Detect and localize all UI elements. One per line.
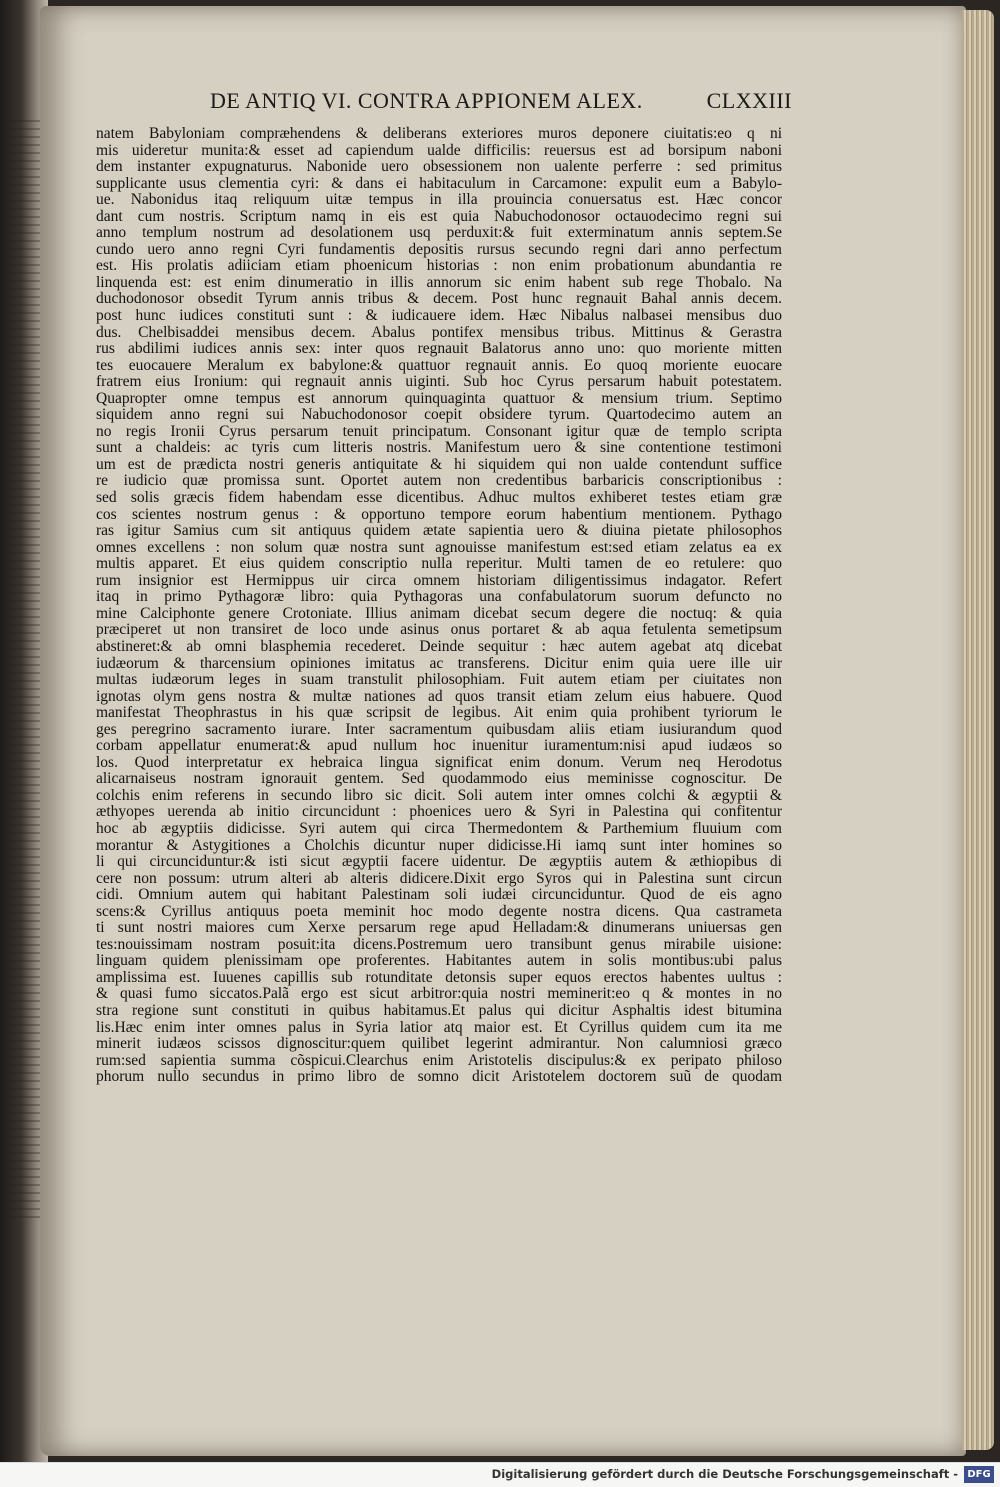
text-line: ӕthyopes uerenda ab initio circuncidunt : phoenices uero & Syri in Palestina qui confitentur: [96, 804, 782, 821]
text-line: natem Babyloniam comprӕhendens & deliberans exteriores muros deponere ciuitatis:eo q ni: [96, 126, 782, 142]
text-line: hoc ab ӕgyptiis didicisse. Syri autem qui circa Thermedontem & Parthemium fluuium com: [96, 820, 782, 837]
text-line: rus abdilimi iudices annis sex: inter quos regnauit Balatorus anno uno: quo moriente mitten: [96, 341, 782, 358]
dfg-logo: DFG: [964, 1466, 994, 1483]
text-line: supplicante usus clementia cyri: & dans ei habitaculum in Carcamone: expulit eum a Babylo-: [96, 175, 782, 192]
text-line: corbam appellatur enumerat:& apud nullum hoc inuenitur iuramentum:nisi apud iudӕos so: [96, 738, 782, 755]
text-line: ti sunt nostri maiores cum Xerxe persarum rege apud Helladam:& dinumerans uniuersas gen: [96, 920, 782, 937]
text-line: mis uideretur munita:& esset ad capiendum ualde difficilis: reuersus est ad borsipum naboni: [96, 142, 782, 159]
text-line: linguam quidem plenissimam ope proferentes. Habitantes autem in solis montibus:ubi palus: [96, 953, 782, 970]
text-line: itaq in primo Pythagorӕ libro: quia Pythagoras una confabulatorum suorum defuncto no: [96, 589, 782, 606]
text-line: cidi. Omnium autem qui habitant Palestinam soli iudӕi circunciduntur. Quod de eis agno: [96, 887, 782, 904]
text-line: mine Calciphonte genere Crotoniate. Illius animam dicebat secum degere die noctuq: & quia: [96, 605, 782, 622]
text-line: dem instanter expugnaturus. Nabonide uero obsessionem non ualente perferre : sed primitus: [96, 159, 782, 176]
text-line: morantur & Astygitiones a Cholchis dicuntur nuper didicisse.Hi iamq sunt inter homines so: [96, 837, 782, 854]
text-line: dant cum nostris. Scriptum namq in eis est quia Nabuchodonosor octauodecimo regni sui: [96, 208, 782, 225]
running-head-title: DE ANTIQ VI. CONTRA APPIONEM ALEX.: [210, 88, 643, 113]
body-text: [96, 126, 782, 1246]
text-line: li qui circunciduntur:& isti sicut ӕgyptii facere uidentur. De ӕgyptiis autem & ӕthiopibus di: [96, 854, 782, 871]
text-line: abstineret:& ab omni blasphemia recederet. Deinde sequitur : hӕc autem agebat atq dicebat: [96, 638, 782, 655]
text-line: manifestat Theophrastus in his quӕ scripsit de legibus. Ait enim quia prohibent tyriorum le: [96, 705, 782, 722]
text-line: Quapropter omne tempus est annorum quinquaginta quattuor & mensium trium. Septimo: [96, 390, 782, 407]
text-line: ras igitur Samius cum sit antiquus quidem ӕtate sapientia uero & diuina pietate philosophos: [96, 523, 782, 540]
text-line: post hunc iudices constituti sunt : & iudicauere idem. Hӕc Nibalus nalbasei mensibus duo: [96, 308, 782, 325]
text-line: duchodonosor obsedit Tyrum annis tribus & decem. Post hunc regnauit Bahal annis decem.: [96, 291, 782, 308]
text-line: omnes excellens : non solum quӕ nostra sunt agnouisse manifestum est:sed etiam zelatus ea ex: [96, 539, 782, 556]
text-line: minerit iudӕos scissos dignoscitur:quem quilibet legerint admirantur. Non calumniosi grӕco: [96, 1036, 782, 1053]
text-line: re iudicio quӕ promissa sunt. Oportet autem non credentibus barbaricis conscriptionibus :: [96, 473, 782, 490]
text-line: sed solis grӕcis fidem habendam esse dicentibus. Adhuc multos exhiberet testes etiam grӕ: [96, 490, 782, 507]
page-fore-edge: [962, 10, 994, 1450]
funding-credit: Digitalisierung gefördert durch die Deutsche Forschungsgemeinschaft -: [491, 1467, 958, 1481]
text-line: scens:& Cyrillus antiquus poeta meminit hoc modo degente nostra dicens. Qua castrameta: [96, 903, 782, 920]
facing-page-text-bleed: [4, 120, 44, 1220]
text-line: & quasi fumo siccatos.Palã ergo est sicut arbitror:quia nostri meminerit:eo q & montes in no: [96, 986, 782, 1003]
text-line: fratrem eius Ironium: qui regnauit annis uiginti. Sub hoc Cyrus persarum habuit potestatem.: [96, 374, 782, 391]
text-line: multis apparet. Et eius quidem conscriptio nulla reperitur. Multi tamen de eo retulere: quo: [96, 556, 782, 573]
text-line: iudӕorum & tharcensium opiniones imitatus ac transferens. Dicitur enim quia uere ille uir: [96, 655, 782, 672]
text-line: dus. Chelbisaddei mensibus decem. Abalus pontifex mensibus tribus. Mittinus & Gerastra: [96, 324, 782, 341]
text-line: um est de prӕdicta nostri generis antiquitate & hi siquidem qui non ualde contendunt suffice: [96, 456, 782, 473]
text-line: siquidem anno regni sui Nabuchodonosor coepit obsidere tyrum. Quartodecimo autem an: [96, 407, 782, 424]
text-line: cundo uero anno regni Cyri fundamentis depositis rursus secundo regni dari anno perfectum: [96, 241, 782, 258]
digitization-footer: [0, 1462, 1000, 1487]
folio-number: CLXXIII: [706, 88, 792, 113]
text-line: anno templum nostrum ad desolationem usq perduxit:& fuit exterminatum annis septem.Se: [96, 225, 782, 242]
text-line: cere non possum: utrum alteri ab alteris didicere.Dixit ergo Syros qui in Palestina sunt circun: [96, 870, 782, 887]
text-line: lis.Hӕc enim inter omnes palus in Syria latior atq maior est. Et Cyrillus quidem cum ita me: [96, 1019, 782, 1036]
text-line: tes:nouissimam nostram posuit:ita dicens.Postremum uero transibunt genus mirabile uisione:: [96, 936, 782, 953]
text-line: rum insignior est Hermippus uir circa omnem historiam diligentissimus indagator. Refert: [96, 572, 782, 589]
text-line: tes euocauere Meralum ex babylone:& quattuor regnauit annis. Eo quoq moriente euocare: [96, 357, 782, 374]
text-line: amplissima est. Iuuenes capillis sub rotunditate detonsis super equos erectos habentes uultus :: [96, 969, 782, 986]
text-line: ue. Nabonidus itaq reliquum uitӕ tempus in illa prouincia conuersatus est. Hӕc concor: [96, 192, 782, 209]
text-line: rum:sed sapientia summa cõspicui.Clearchus enim Aristotelis discipulus:& ex peripato philoso: [96, 1052, 782, 1069]
text-line: ignotas olym gens nostra & multӕ nationes ad quos transit etiam zelum eius habuere. Quod: [96, 688, 782, 705]
text-line: alicarnaiseus nostram ignorauit gentem. Sed quodammodo eius meminisse cognoscitur. De: [96, 771, 782, 788]
text-line: linquenda est: est enim dinumeratio in illis annorum sic enim habent sub rege Thobalo. Na: [96, 274, 782, 291]
text-line: colchis enim referens in secundo libro sic dicit. Soli autem inter omnes colchi & ӕgyptii &: [96, 787, 782, 804]
text-line: cos scientes nostrum genus : & opportuno tempore eorum habentium mentionem. Pythago: [96, 506, 782, 523]
text-line: multas iudӕorum leges in suam transtulit philosophiam. Fuit autem etiam per ciuitates non: [96, 672, 782, 689]
text-line: est. His prolatis adiiciam etiam phoenicum historias : non enim probationum abundantia re: [96, 258, 782, 275]
book-page: [40, 6, 966, 1456]
text-line: no regis Ironii Cyrus persarum tenuit principatum. Consonant igitur quӕ de templo scripta: [96, 423, 782, 440]
text-line: ges peregrino sacramento iurare. Inter sacramentum quibusdam aliis etiam iusiurandum quod: [96, 721, 782, 738]
text-line: phorum nullo secundus in primo libro de somno dicit Aristotelem doctorem suũ de quodam: [96, 1069, 782, 1086]
text-line: sunt a chaldeis: ac tyris cum litteris nostris. Manifestum uero & sine contentione testimoni: [96, 440, 782, 457]
running-head: [210, 88, 792, 124]
text-line: prӕciperet ut non transiret de loco unde asinus onus portaret & ab aqua fetulenta semetipsum: [96, 622, 782, 639]
text-line: los. Quod interpretatur ex hebraica lingua significat enim donum. Verum neq Herodotus: [96, 754, 782, 771]
text-line: stra regione sunt constituti in quibus habitamus.Et palus qui dicitur Asphaltis idest bitumina: [96, 1002, 782, 1019]
